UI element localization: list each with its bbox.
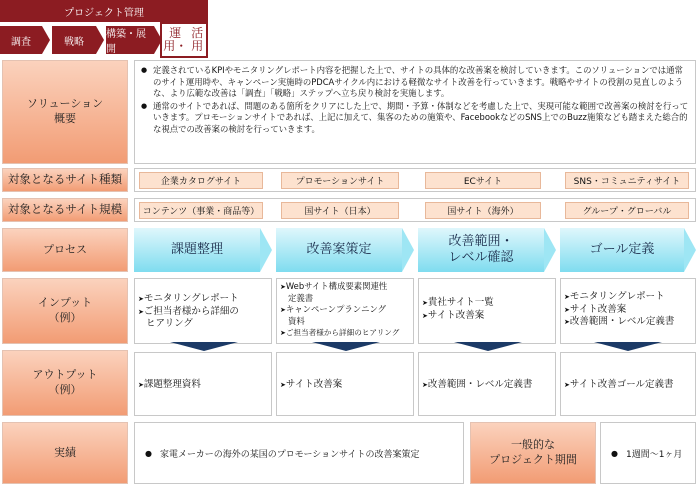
phase-operation-active[interactable] bbox=[160, 22, 208, 58]
output-box bbox=[418, 352, 556, 416]
input-item-cont: ヒアリング bbox=[146, 318, 193, 329]
process-step-scope: 改善範囲・ レベル確認 bbox=[418, 228, 544, 272]
solution-bullet: ● 通常のサイトであれば、問題のある箇所をクリアにした上で、期間・予算・体制などを考慮した上で、実現可能な範囲で改善案の検討を行っていきます。プロモーションサイトであれば、上記に加えて、集客のための施策や、FacebookなどのSNS上でのBuzz施策なども踏まえた総合的な視点での改善案の検討を行っていきます。 bbox=[141, 101, 689, 136]
site-type-chip: プロモーションサイト bbox=[281, 172, 399, 189]
site-type-label: 対象となるサイト種類 bbox=[2, 168, 128, 192]
input-item: ➤ 貴社サイト一覧 bbox=[422, 297, 552, 310]
process-arrow bbox=[402, 228, 414, 272]
project-period-box bbox=[600, 422, 696, 484]
results-label: 実績 bbox=[2, 422, 128, 484]
process-step-goal: ゴール定義 bbox=[560, 228, 684, 272]
phase-operation-line2: 活用 bbox=[191, 26, 204, 53]
bullet-icon: ● bbox=[611, 448, 618, 458]
input-box bbox=[276, 278, 414, 344]
process-label: プロセス bbox=[2, 228, 128, 272]
input-box bbox=[134, 278, 272, 344]
input-box bbox=[560, 278, 696, 344]
solution-overview-text bbox=[134, 60, 696, 164]
site-scale-chip: 国サイト（海外） bbox=[425, 202, 541, 219]
phase-strategy[interactable]: 戦略 bbox=[52, 26, 96, 54]
input-item: ➤ ご担当者様から詳細のヒアリング bbox=[280, 327, 410, 339]
solution-overview-label: ソリューション 概要 bbox=[2, 60, 128, 164]
site-scale-chip: 国サイト（日本） bbox=[281, 202, 399, 219]
input-item: ➤ モニタリングレポート bbox=[138, 293, 268, 306]
output-box bbox=[134, 352, 272, 416]
input-item: ➤ ご担当者様から詳細の bbox=[138, 306, 268, 319]
output-item: ➤ サイト改善ゴール定義書 bbox=[564, 379, 692, 392]
results-text: 家電メーカーの海外の某国のプロモーションサイトの改善案策定 bbox=[159, 449, 420, 460]
site-type-chip: ECサイト bbox=[425, 172, 541, 189]
output-box bbox=[560, 352, 696, 416]
output-item: ➤ サイト改善案 bbox=[280, 379, 410, 392]
bullet-icon: ● bbox=[145, 448, 152, 458]
process-arrow bbox=[684, 228, 696, 272]
flow-down-arrow bbox=[312, 342, 380, 351]
site-scale-chip: コンテンツ（事業・商品等） bbox=[139, 202, 263, 219]
site-scale-chip: グループ・グローバル bbox=[565, 202, 689, 219]
output-label: アウトプット （例） bbox=[2, 350, 128, 416]
input-item: ➤ 改善範囲・レベル定義書 bbox=[564, 316, 692, 329]
output-box bbox=[276, 352, 414, 416]
process-step-issue: 課題整理 bbox=[134, 228, 260, 272]
output-item: ➤ 改善範囲・レベル定義書 bbox=[422, 379, 552, 392]
input-item: ➤ キャンペーンプランニング bbox=[280, 304, 410, 316]
site-type-chip: SNS・コミュニティサイト bbox=[565, 172, 689, 189]
site-scale-label: 対象となるサイト規模 bbox=[2, 198, 128, 222]
input-item: ➤ モニタリングレポート bbox=[564, 291, 692, 304]
flow-down-arrow bbox=[594, 342, 662, 351]
project-period-value: 1週間〜1ヶ月 bbox=[625, 449, 683, 460]
project-management-bar: プロジェクト管理 bbox=[0, 0, 208, 22]
process-arrow bbox=[260, 228, 272, 272]
process-step-plan: 改善案策定 bbox=[276, 228, 402, 272]
input-item: ➤ サイト改善案 bbox=[422, 310, 552, 323]
phase-build[interactable]: 構築・展開 bbox=[106, 26, 154, 54]
input-item-cont: 定義書 bbox=[288, 293, 314, 303]
flow-down-arrow bbox=[170, 342, 238, 351]
project-period-label: 一般的な プロジェクト期間 bbox=[470, 422, 596, 484]
output-item: ➤ 課題整理資料 bbox=[138, 379, 268, 392]
process-arrow bbox=[544, 228, 556, 272]
input-item-cont: 資料 bbox=[288, 316, 305, 326]
input-box bbox=[418, 278, 556, 344]
input-item: ➤ サイト改善案 bbox=[564, 304, 692, 317]
flow-down-arrow bbox=[454, 342, 522, 351]
site-type-chip: 企業カタログサイト bbox=[139, 172, 263, 189]
solution-bullet: ● 定義されているKPIやモニタリングレポート内容を把握した上で、サイトの具体的な改善案を検討していきます。このソリューションでは通常のサイト運用時や、キャンペーン実施時のPDCAサイクル内における軽微なサイト改善を行っていきます。戦略やサイトの役割の見直しのような、より広範な改善は「調査」「戦略」ステップへ立ち戻り検討を実施します。 bbox=[141, 65, 689, 100]
input-item: ➤ Webサイト構成要素関連性 bbox=[280, 281, 410, 293]
phase-research[interactable]: 調査 bbox=[0, 26, 42, 54]
input-label: インプット （例） bbox=[2, 278, 128, 344]
phase-operation-line1: 運用・ bbox=[163, 26, 188, 53]
results-box bbox=[134, 422, 464, 484]
